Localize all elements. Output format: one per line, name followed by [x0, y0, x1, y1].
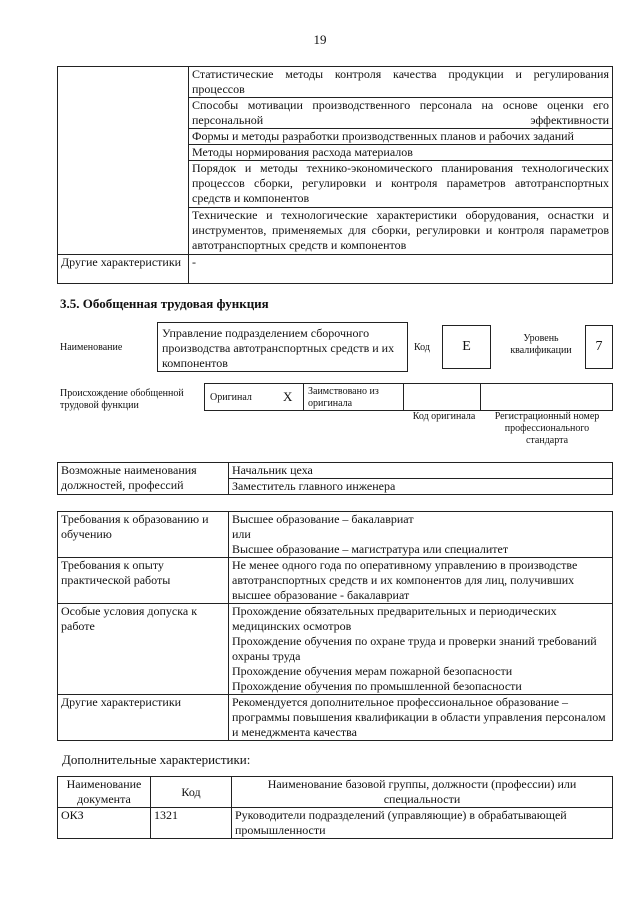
page-number: 19 — [313, 32, 327, 47]
knowledge-item: Технические и технологические характеристики оборудования, оснастки и инструментов, применяемых для сборки, регулировки и контроля параметров автотранспортных средств и компонентов — [189, 208, 613, 255]
origin-label: Происхождение обобщенной трудовой функции — [60, 388, 184, 411]
level-label: Уровень квалификации — [510, 333, 572, 356]
other-label: Другие характеристики — [58, 255, 189, 284]
function-code: E — [442, 325, 491, 369]
section-title: 3.5. Обобщенная трудовая функция — [60, 296, 269, 311]
reg-number-cell — [480, 383, 613, 411]
requirement-label: Требования к образованию и обучению — [58, 512, 229, 558]
borrowed-cell: Заимствовано из оригинала — [303, 383, 404, 411]
function-name: Управление подразделением сборочного производства автотранспортных средств и их компонентов — [157, 322, 408, 372]
table-row — [58, 808, 613, 839]
requirement-label: Особые условия допуска к работе — [58, 604, 229, 695]
code-label: Код — [414, 342, 430, 353]
row-doc: ОКЗ — [58, 808, 151, 839]
name-label: Наименование — [60, 342, 123, 353]
additional-title: Дополнительные характеристики: — [62, 752, 251, 767]
row-code: 1321 — [151, 808, 232, 839]
knowledge-item: Порядок и методы технико-экономического планирования технологических процессов сборки, регулировки и контроля параметров автотранспортных средств и компонентов — [189, 161, 613, 208]
knowledge-item: Статистические методы контроля качества продукции и регулирования процессов — [189, 67, 613, 98]
origin-original-cell — [204, 383, 304, 411]
position-item: Начальник цеха — [229, 463, 613, 479]
knowledge-item: Методы нормирования расхода материалов — [189, 145, 613, 161]
header-code: Код — [151, 777, 232, 808]
reg-caption: Регистрационный номер профессионального стандарта — [494, 411, 600, 446]
original-label: Оригинал — [210, 392, 252, 403]
header-doc: Наименование документа — [58, 777, 151, 808]
requirement-label: Другие характеристики — [58, 695, 229, 741]
positions-label: Возможные наименования должностей, профессий — [58, 463, 229, 495]
knowledge-table — [57, 66, 613, 284]
requirement-label: Требования к опыту практической работы — [58, 558, 229, 604]
positions-table — [57, 462, 613, 495]
original-code-cell — [403, 383, 481, 411]
requirement-value: Высшее образование – бакалавриат или Высшее образование – магистратура или специалитет — [229, 512, 613, 558]
additional-table — [57, 776, 613, 839]
requirement-value: Не менее одного года по оперативному управлению в производстве автотранспортных средств и их компонентов для лиц, получивших высшее образование - бакалавриат — [229, 558, 613, 604]
other-value: - — [189, 255, 613, 284]
original-mark: X — [283, 389, 293, 404]
header-group: Наименование базовой группы, должности (профессии) или специальности — [232, 777, 613, 808]
row-group: Руководители подразделений (управляющие) в обрабатывающей промышленности — [232, 808, 613, 839]
requirement-value: Прохождение обязательных предварительных и периодических медицинских осмотров Прохождение обучения по охране труда и проверки знаний требований охраны труда Прохождение обучения мерам пожарной безопасности Прохождение обучения по промышленной безопасности — [229, 604, 613, 695]
knowledge-item: Способы мотивации производственного персонала на основе оценки его персональной эффективности — [189, 98, 613, 129]
position-item: Заместитель главного инженера — [229, 479, 613, 495]
requirement-value: Рекомендуется дополнительное профессиональное образование – программы повышения квалификации в области управления персоналом и менеджмента качества — [229, 695, 613, 741]
qualification-level: 7 — [585, 325, 613, 369]
code-caption: Код оригинала — [412, 411, 476, 422]
requirements-table — [57, 511, 613, 741]
knowledge-item: Формы и методы разработки производственных планов и рабочих заданий — [189, 129, 613, 145]
